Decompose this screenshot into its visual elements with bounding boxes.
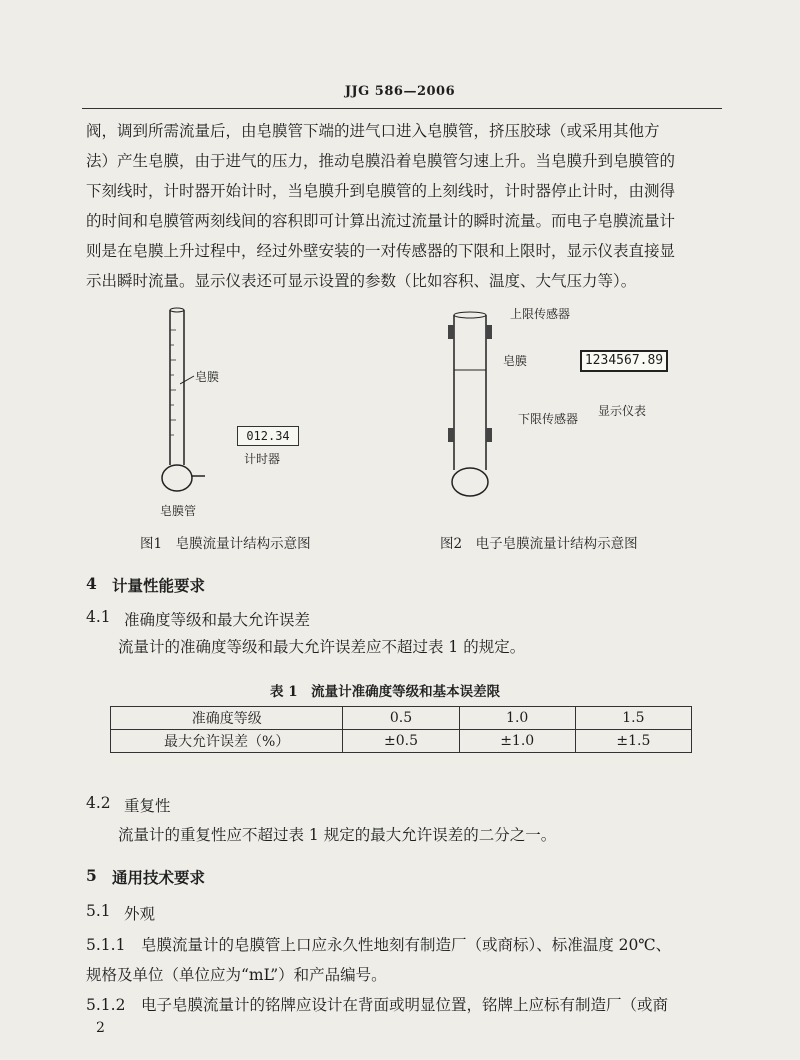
- section-heading: 通用技术要求: [112, 868, 206, 887]
- section-heading: 计量性能要求: [112, 576, 206, 595]
- table-cell: ±1.5: [575, 730, 691, 753]
- intro-line: 下刻线时，计时器开始计时，当皂膜升到皂膜管的上刻线时，计时器停止计时，由测得: [86, 182, 676, 200]
- subsection-heading: 准确度等级和最大允许误差: [124, 611, 311, 629]
- film-label-2: 皂膜: [503, 354, 528, 368]
- subsection-heading: 重复性: [124, 797, 171, 815]
- timer-readout: 012.34: [237, 426, 299, 446]
- header-rule: [82, 108, 722, 109]
- page-number: 2: [96, 1020, 105, 1036]
- intro-line: 法）产生皂膜，由于进气的压力，推动皂膜沿着皂膜管匀速上升。当皂膜升到皂膜管的: [86, 152, 676, 170]
- running-header: JJG 586—2006: [344, 84, 456, 99]
- accuracy-table: [110, 706, 692, 753]
- body-text: 5.1.2 电子皂膜流量计的铭牌应设计在背面或明显位置，铭牌上应标有制造厂（或商: [86, 996, 668, 1014]
- table-cell: 最大允许误差（%）: [111, 730, 343, 753]
- table-cell: 1.0: [459, 707, 575, 730]
- lower-sensor-label: 下限传感器: [518, 412, 579, 426]
- body-text: 5.1.1 皂膜流量计的皂膜管上口应永久性地刻有制造厂（或商标）、标准温度 20℃、: [86, 936, 672, 954]
- table-cell: 准确度等级: [111, 707, 343, 730]
- body-text: 流量计的准确度等级和最大允许误差应不超过表 1 的规定。: [118, 638, 526, 656]
- table-title: 表 1 流量计准确度等级和基本误差限: [270, 684, 501, 700]
- table-row: [111, 730, 692, 753]
- table-cell: ±1.0: [459, 730, 575, 753]
- table-cell: 1.5: [575, 707, 691, 730]
- body-text: 流量计的重复性应不超过表 1 规定的最大允许误差的二分之一。: [118, 826, 557, 844]
- figure1-caption: 图1 皂膜流量计结构示意图: [140, 536, 311, 552]
- intro-line: 则是在皂膜上升过程中，经过外壁安装的一对传感器的下限和上限时，显示仪表直接显: [86, 242, 676, 260]
- film-label: 皂膜: [195, 370, 220, 384]
- electronic-tube-diagram: [440, 300, 500, 510]
- subsection-number: 5.1: [86, 902, 111, 920]
- display-readout: 1234567.89: [580, 350, 668, 372]
- intro-line: 的时间和皂膜管两刻线间的容积即可计算出流过流量计的瞬时流量。而电子皂膜流量计: [86, 212, 676, 230]
- section-number: 5: [86, 866, 97, 885]
- timer-label: 计时器: [244, 452, 281, 466]
- upper-sensor-label: 上限传感器: [510, 307, 571, 321]
- table-row: [111, 707, 692, 730]
- table-cell: ±0.5: [343, 730, 459, 753]
- soap-film-tube-diagram: [150, 300, 230, 500]
- subsection-number: 4.1: [86, 608, 111, 626]
- tube-label: 皂膜管: [160, 504, 197, 518]
- intro-line: 阀，调到所需流量后，由皂膜管下端的进气口进入皂膜管，挤压胶球（或采用其他方: [86, 122, 660, 140]
- section-number: 4: [86, 574, 97, 593]
- film-leader-line: [180, 368, 210, 388]
- body-text: 规格及单位（单位应为“mL”）和产品编号。: [86, 966, 387, 984]
- subsection-number: 4.2: [86, 794, 111, 812]
- display-label: 显示仪表: [598, 404, 647, 418]
- table-cell: 0.5: [343, 707, 459, 730]
- figure2-caption: 图2 电子皂膜流量计结构示意图: [440, 536, 638, 552]
- intro-line: 示出瞬时流量。显示仪表还可显示设置的参数（比如容积、温度、大气压力等）。: [86, 272, 637, 290]
- subsection-heading: 外观: [124, 905, 156, 923]
